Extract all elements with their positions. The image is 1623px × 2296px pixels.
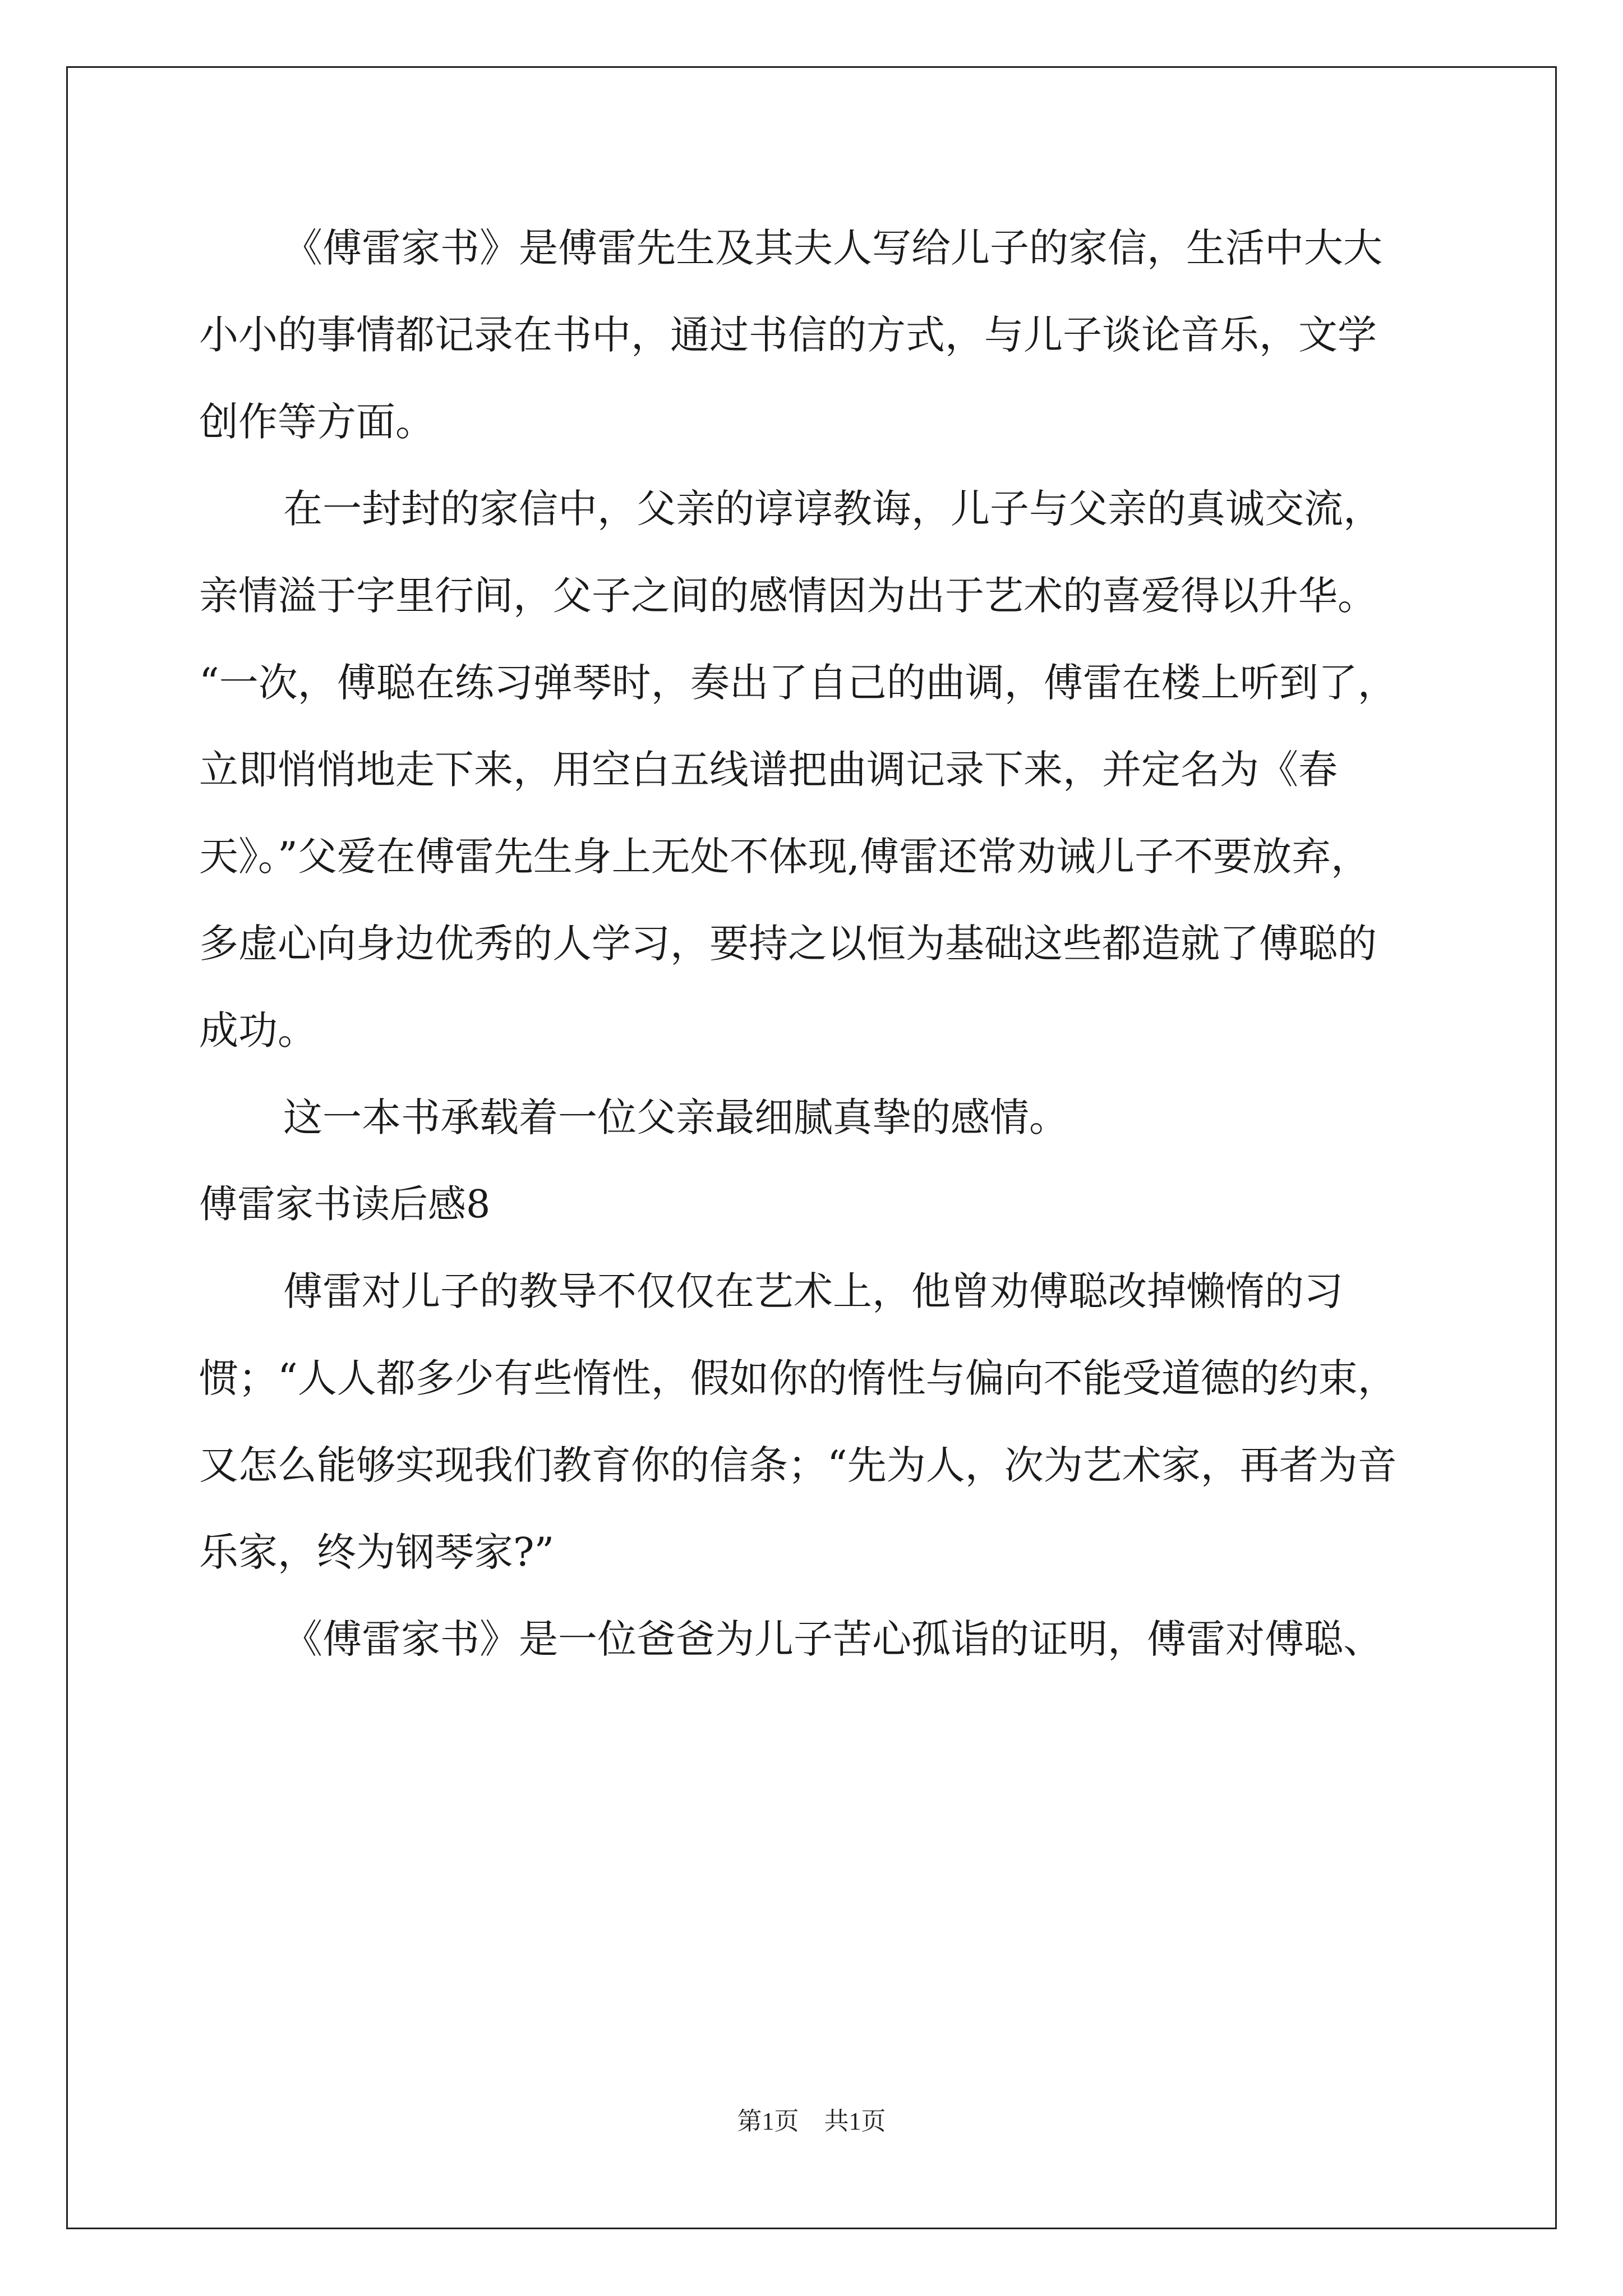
paragraph-line: “一次，傅聪在练习弹琴时，奏出了自己的曲调，傅雷在楼上听到了，: [199, 660, 1397, 706]
paragraph-line: 小小的事情都记录在书中，通过书信的方式，与儿子谈论音乐，文学: [199, 312, 1377, 358]
paragraph-line: 立即悄悄地走下来，用空白五线谱把曲调记录下来，并定名为《春: [199, 747, 1338, 793]
paragraph-line: 乐家，终为钢琴家?”: [199, 1529, 555, 1575]
paragraph-line: 成功。: [199, 1007, 317, 1053]
page-footer: [0, 2101, 1623, 2137]
paragraph-line: 《傅雷家书》是傅雷先生及其夫人写给儿子的家信，生活中大大: [283, 225, 1382, 271]
paragraph-line: 创作等方面。: [199, 399, 435, 445]
paragraph-line: 又怎么能够实现我们教育你的信条；“先为人，次为艺术家，再者为音: [199, 1442, 1397, 1488]
section-heading: 傅雷家书读后感8: [199, 1182, 491, 1227]
paragraph-line: 傅雷对儿子的教导不仅仅在艺术上，他曾劝傅聪改掉懒惰的习: [283, 1268, 1343, 1314]
page-number-total: 共1页: [824, 2108, 886, 2135]
paragraph-line: 在一封封的家信中，父亲的谆谆教诲，儿子与父亲的真诚交流，: [283, 486, 1382, 532]
page-number-current: 第1页: [737, 2108, 799, 2135]
paragraph-line: 《傅雷家书》是一位爸爸为儿子苦心孤诣的证明，傅雷对傅聪、: [283, 1616, 1382, 1662]
document-body: [199, 205, 1433, 1683]
paragraph-line: 天》。”父爱在傅雷先生身上无处不体现,傅雷还常劝诫儿子不要放弃，: [199, 834, 1371, 880]
paragraph-line: 惯；“人人都多少有些惰性，假如你的惰性与偏向不能受道德的约束，: [199, 1355, 1397, 1401]
paragraph-line: 这一本书承载着一位父亲最细腻真挚的感情。: [283, 1094, 1068, 1140]
paragraph-line: 亲情溢于字里行间，父子之间的感情因为出于艺术的喜爱得以升华。: [199, 573, 1377, 619]
paragraph-line: 多虚心向身边优秀的人学习，要持之以恒为基础这些都造就了傅聪的: [199, 921, 1377, 967]
